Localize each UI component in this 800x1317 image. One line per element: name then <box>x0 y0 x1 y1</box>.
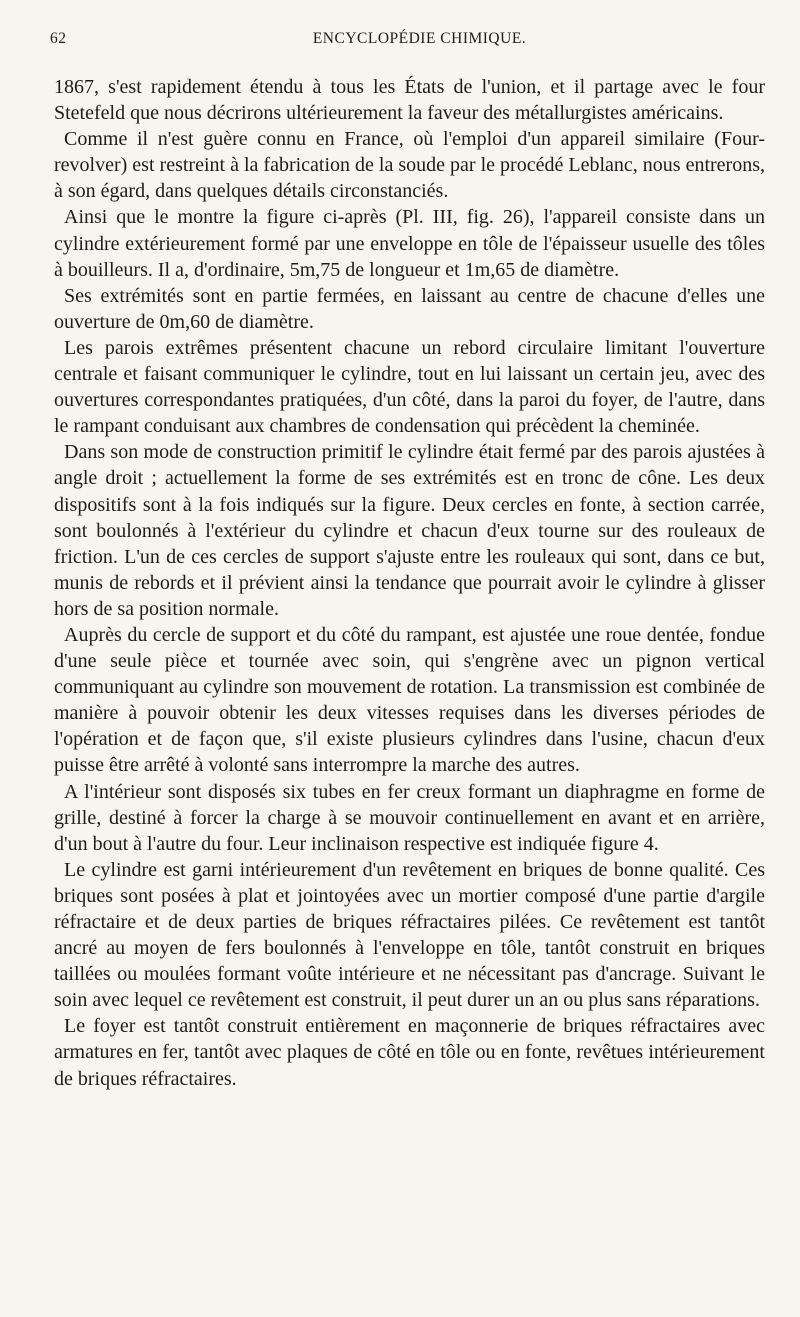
running-title: ENCYCLOPÉDIE CHIMIQUE. <box>312 30 527 47</box>
paragraph: Le foyer est tantôt construit entièrement en maçonnerie de briques réfractaires avec armatures en fer, tantôt avec plaques de côté en tôle ou en fonte, revêtues intérieurement de briques réfractaires. <box>54 1015 765 1090</box>
paragraph: A l'intérieur sont disposés six tubes en fer creux formant un diaphragme en forme de grille, destiné à forcer la charge à se mouvoir continuellement en avant et en arrière, d'un bout à l'autre du four. Leur inclinaison respective est indiquée figure 4. <box>54 780 765 855</box>
paragraph: Le cylindre est garni intérieurement d'un revêtement en briques de bonne qualité. Ces briques sont posées à plat et jointoyées avec un mortier composé d'une partie d'argile réfractaire et de deux parties de briques réfractaires pilées. Ce revêtement est tantôt ancré au moyen de fers boulonnés à l'enveloppe en tôle, tantôt construit en briques taillées ou moulées formant voûte intérieure et ne nécessitant pas d'ancrage. Suivant le soin avec lequel ce revêtement est construit, il peut durer un an ou plus sans réparations. <box>54 858 765 1012</box>
paragraph: Comme il n'est guère connu en France, où l'emploi d'un appareil similaire (Four-revolver) est restreint à la fabrication de la soude par le procédé Leblanc, nous entrerons, à son égard, dans quelques détails circonstanciés. <box>54 128 765 203</box>
paragraph: Ainsi que le montre la figure ci-après (Pl. III, fig. 26), l'appareil consiste dans un cylindre extérieurement formé par une enveloppe en tôle de l'épaisseur usuelle des tôles à bouilleurs. Il a, d'ordinaire, 5m,75 de longueur et 1m,65 de diamètre. <box>54 206 765 281</box>
paragraph: 1867, s'est rapidement étendu à tous les États de l'union, et il partage avec le four Stetefeld que nous décrirons ultérieurement la faveur des métallurgistes américains. <box>54 76 765 125</box>
body-text <box>54 74 765 1092</box>
paragraph: Les parois extrêmes présentent chacune un rebord circulaire limitant l'ouverture centrale et faisant communiquer le cylindre, tout en lui laissant un certain jeu, avec des ouvertures correspondantes pratiquées, d'un côté, dans la paroi du foyer, de l'autre, dans le rampant conduisant aux chambres de condensation qui précèdent la cheminée. <box>54 336 765 438</box>
paragraph: Ses extrémités sont en partie fermées, en laissant au centre de chacune d'elles une ouverture de 0m,60 de diamètre. <box>54 284 765 333</box>
page-header <box>50 30 765 56</box>
paragraph: Auprès du cercle de support et du côté du rampant, est ajustée une roue dentée, fondue d'une seule pièce et tournée avec soin, qui s'engrène avec un pignon vertical communiquant au cylindre son mouvement de rotation. La transmission est combinée de manière à pouvoir obtenir les deux vitesses requises dans les diverses périodes de l'opération et de façon que, s'il existe plusieurs cylindres dans l'usine, chacun d'eux puisse être arrêté à volonté sans interrompre la marche des autres. <box>54 623 765 777</box>
paragraph: Dans son mode de construction primitif le cylindre était fermé par des parois ajustées à angle droit ; actuellement la forme de ses extrémités est en tronc de cône. Les deux dispositifs sont à la fois indiqués sur la figure. Deux cercles en fonte, à section carrée, sont boulonnés à l'extérieur du cylindre et chacun d'eux tourne sur des rouleaux de friction. L'un de ces cercles de support s'ajuste entre les rouleaux qui sont, dans ce but, munis de rebords et il prévient ainsi la tendance que pourrait avoir le cylindre à glisser hors de sa position normale. <box>54 441 765 620</box>
page-number: 62 <box>50 30 67 47</box>
